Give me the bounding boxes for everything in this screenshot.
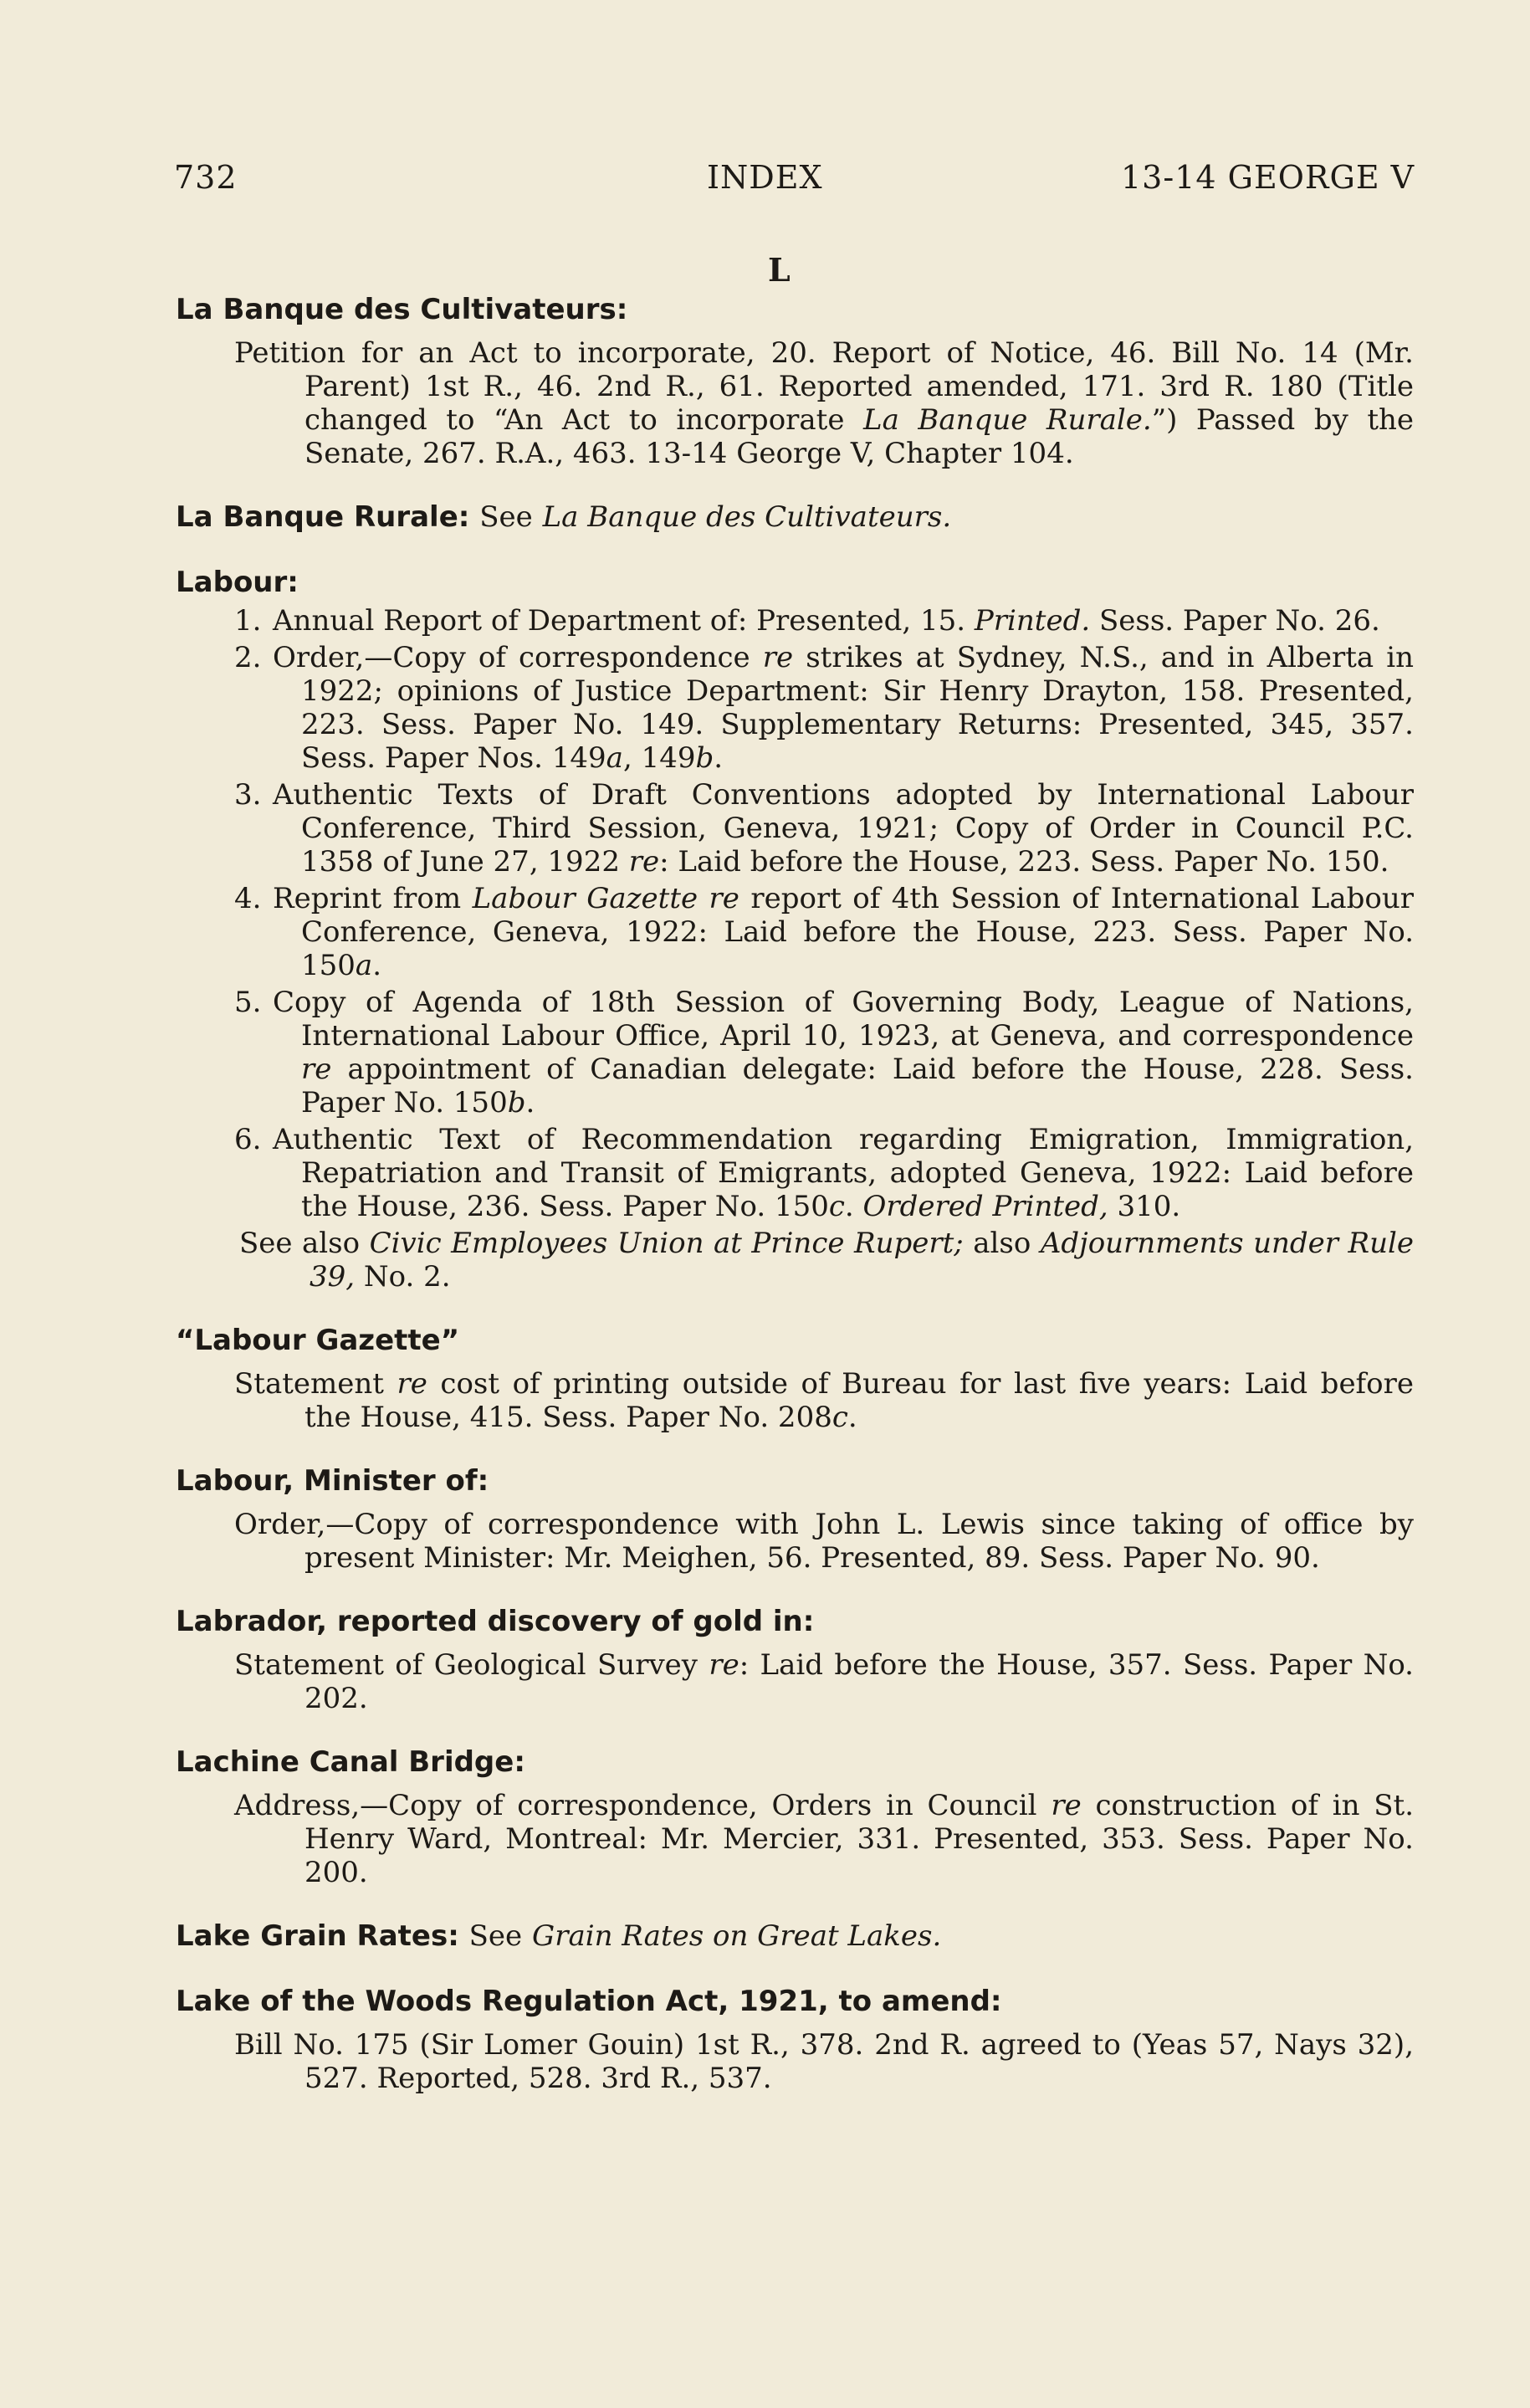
item-number: 2.	[234, 641, 262, 674]
text-italic: c	[828, 1190, 845, 1223]
heading-text: La Banque Rurale:	[176, 500, 470, 534]
entry-text	[234, 336, 1414, 470]
text-part: Order,—Copy of correspondence	[273, 641, 763, 674]
item-number: 5.	[234, 986, 262, 1019]
list-item	[234, 882, 1414, 982]
text-part: Sess. Paper No. 26.	[1090, 604, 1380, 638]
index-entries	[176, 291, 1414, 2124]
item-text	[273, 1123, 1414, 1223]
text-italic: Printed.	[974, 604, 1091, 638]
entry-heading: Lachine Canal Bridge:	[176, 1745, 525, 1779]
entry-heading: Labour, Minister of:	[176, 1464, 489, 1498]
text-part: cost of printing outside of Bureau for last five years: Laid before the House, 415. Sess. Paper No. 208	[304, 1367, 1414, 1434]
entry-labour-minister	[176, 1463, 1414, 1575]
page-number: 732	[174, 159, 238, 196]
entry-lake-woods	[176, 1983, 1414, 2095]
text-italic: re	[1051, 1789, 1082, 1822]
entry-heading: La Banque des Cultivateurs:	[176, 293, 628, 326]
volume-title: 13-14 GEORGE V	[1121, 159, 1415, 196]
cross-reference: Grain Rates on Great Lakes.	[532, 1919, 942, 1953]
text-part: : Laid before the House, 223. Sess. Paper No. 150.	[659, 845, 1389, 879]
entry-text: Order,—Copy of correspondence with John L. Lewis since taking of office by present Minister: Mr. Meighen, 56. Presented, 89. Sess. Paper No. 90.	[234, 1508, 1414, 1575]
item-text	[273, 641, 1414, 775]
list-item	[234, 986, 1414, 1119]
text-italic: Ordered Printed,	[862, 1190, 1108, 1223]
entry-banque-cultivateurs	[176, 291, 1414, 470]
text-part: .	[844, 1190, 863, 1223]
list-item	[234, 1123, 1414, 1223]
text-part: Authentic Texts of Draft Conventions adopted by International Labour Conference, Third Session, Geneva, 1921; Copy of Order in Council P.C. 1358 of June 27, 1922	[273, 778, 1414, 879]
text-italic: re	[628, 845, 660, 879]
entry-lachine	[176, 1744, 1414, 1889]
see-label: See	[468, 1919, 523, 1953]
cross-reference: Civic Employees Union at Prince Rupert;	[369, 1227, 964, 1260]
text-part: Reprint from	[273, 882, 473, 915]
entry-labour	[176, 564, 1414, 1294]
entry-heading: Labrador, reported discovery of gold in:	[176, 1605, 815, 1638]
text-part: also	[963, 1227, 1041, 1260]
entry-labrador	[176, 1603, 1414, 1715]
text-part: .	[847, 1401, 857, 1434]
section-letter: L	[768, 251, 791, 289]
entry-heading	[176, 1918, 1414, 1955]
item-number: 1.	[234, 604, 262, 638]
item-text	[273, 882, 1414, 982]
item-number: 4.	[234, 882, 262, 915]
text-part: 310.	[1108, 1190, 1181, 1223]
entry-text: Bill No. 175 (Sir Lomer Gouin) 1st R., 378. 2nd R. agreed to (Yeas 57, Nays 32), 527. Reported, 528. 3rd R., 537.	[234, 2028, 1414, 2095]
text-part: Annual Report of Department of: Presented, 15.	[273, 604, 975, 638]
text-part: See also	[239, 1227, 370, 1260]
text-part: report of 4th Session of International Labour Conference, Geneva, 1922: Laid before the House, 223. Sess. Paper No. 150	[301, 882, 1415, 982]
text-part: : Laid before the House, 357. Sess. Paper No. 202.	[304, 1648, 1414, 1715]
text-part: appointment of Canadian delegate: Laid before the House, 228. Sess. Paper No. 150	[301, 1053, 1414, 1119]
see-label: See	[479, 500, 533, 534]
item-number: 3.	[234, 778, 262, 812]
text-part: , 149	[622, 741, 696, 775]
text-italic: b	[695, 741, 714, 775]
text-part: .	[372, 949, 381, 982]
entry-heading: “Labour Gazette”	[176, 1324, 460, 1357]
text-italic: re	[301, 1053, 332, 1086]
text-part: Statement of Geological Survey	[234, 1648, 709, 1682]
text-italic: re	[397, 1367, 427, 1401]
entry-heading	[176, 499, 1414, 535]
text-italic: Labour Gazette re	[472, 882, 739, 915]
text-italic: a	[355, 949, 373, 982]
item-text	[273, 778, 1414, 879]
text-part: ”) Passed by the Senate, 267. R.A., 463. 13-14 George V, Chapter 104.	[304, 403, 1415, 470]
item-text	[273, 986, 1414, 1119]
text-part: Statement	[234, 1367, 397, 1401]
text-part: Authentic Text of Recommendation regarding Emigration, Immigration, Repatriation and Transit of Emigrants, adopted Geneva, 1922: Laid before the House, 236. Sess. Paper No. 150	[273, 1123, 1414, 1223]
page-title: INDEX	[707, 159, 823, 196]
text-part: No. 2.	[355, 1260, 451, 1294]
item-text	[273, 604, 1414, 638]
text-italic: a	[606, 741, 623, 775]
entry-lake-grain	[176, 1918, 1414, 1955]
see-also	[239, 1227, 1414, 1294]
entry-banque-rurale	[176, 499, 1414, 535]
text-part: .	[714, 741, 724, 775]
text-italic: La Banque Rurale.	[863, 403, 1152, 437]
entry-labour-gazette	[176, 1322, 1414, 1434]
list-item	[234, 604, 1414, 638]
entry-text	[234, 1648, 1414, 1715]
entry-heading: Labour:	[176, 566, 299, 599]
text-part: Copy of Agenda of 18th Session of Governing Body, League of Nations, International Labour Office, April 10, 1923, at Geneva, and correspondence	[273, 986, 1414, 1053]
list-item	[234, 778, 1414, 879]
list-item	[234, 641, 1414, 775]
cross-reference: La Banque des Cultivateurs.	[542, 500, 952, 534]
text-italic: c	[832, 1401, 848, 1434]
text-part: construction of in St. Henry Ward, Montreal: Mr. Mercier, 331. Presented, 353. Sess. Paper No. 200.	[304, 1789, 1415, 1889]
text-part: .	[525, 1086, 535, 1119]
entry-text	[234, 1789, 1414, 1889]
entry-text	[234, 1367, 1414, 1434]
text-italic: b	[507, 1086, 526, 1119]
text-italic: re	[762, 641, 794, 674]
entry-heading: Lake of the Woods Regulation Act, 1921, to amend:	[176, 1985, 1002, 2018]
text-italic: re	[709, 1648, 739, 1682]
heading-text: Lake Grain Rates:	[176, 1919, 459, 1953]
text-part: Petition for an Act to incorporate, 20. Report of Notice, 46. Bill No. 14 (Mr. Parent) 1st R., 46. 2nd R., 61. Reported amended, 171. 3rd R. 180 (Title changed to “An Act to incorporate	[234, 336, 1414, 437]
item-number: 6.	[234, 1123, 262, 1156]
text-part: Address,—Copy of correspondence, Orders in Council	[234, 1789, 1052, 1822]
cross-reference: Adjournments under Rule 39,	[310, 1227, 1415, 1294]
text-part: strikes at Sydney, N.S., and in Alberta in 1922; opinions of Justice Department: Sir Henry Drayton, 158. Presented, 223. Sess. Paper No. 149. Supplementary Returns: Presented, 345, 357. Sess. Paper Nos. 149	[301, 641, 1414, 775]
